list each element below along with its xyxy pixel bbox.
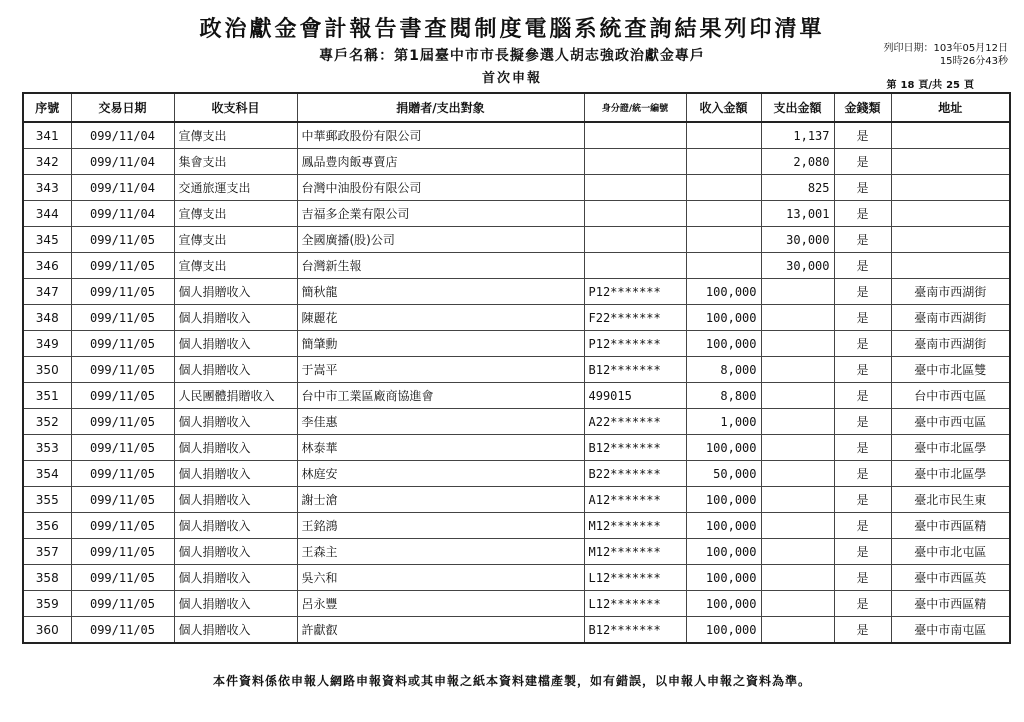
cell-category: 宣傳支出 [174,253,297,279]
cell-address: 台中市西屯區 [891,383,1010,409]
cell-category: 個人捐贈收入 [174,409,297,435]
print-date-label: 列印日期： [883,43,934,54]
cell-party: 林泰華 [297,435,584,461]
cell-category: 人民團體捐贈收入 [174,383,297,409]
cell-address: 臺中市北屯區 [891,539,1010,565]
cell-category: 個人捐贈收入 [174,487,297,513]
cell-expense: 30,000 [761,227,834,253]
col-header-category: 收支科目 [174,93,297,122]
cell-party: 王銘鴻 [297,513,584,539]
cell-address: 臺中市西區精 [891,591,1010,617]
page-current: 18 [900,80,915,91]
table-row [23,253,1010,279]
cell-party: 台中市工業區廠商協進會 [297,383,584,409]
cell-date: 099/11/05 [71,565,174,591]
cell-money: 是 [834,201,891,227]
cell-id [584,201,686,227]
col-header-income: 收入金額 [686,93,761,122]
cell-party: 林庭安 [297,461,584,487]
cell-id: A12******* [584,487,686,513]
cell-address: 臺中市西區英 [891,565,1010,591]
cell-no: 351 [23,383,71,409]
cell-date: 099/11/05 [71,331,174,357]
cell-no: 344 [23,201,71,227]
transactions-table [22,92,1011,644]
cell-no: 353 [23,435,71,461]
col-header-address: 地址 [891,93,1010,122]
cell-income: 100,000 [686,565,761,591]
cell-id: P12******* [584,331,686,357]
cell-address: 臺中市北區學 [891,435,1010,461]
cell-expense [761,565,834,591]
table-row [23,435,1010,461]
cell-category: 個人捐贈收入 [174,513,297,539]
cell-expense: 825 [761,175,834,201]
cell-category: 個人捐贈收入 [174,435,297,461]
cell-no: 360 [23,617,71,644]
cell-party: 中華郵政股份有限公司 [297,122,584,149]
table-row [23,305,1010,331]
cell-id: M12******* [584,513,686,539]
cell-expense [761,539,834,565]
cell-money: 是 [834,122,891,149]
cell-party: 鳳品豊肉飯專賣店 [297,149,584,175]
cell-no: 358 [23,565,71,591]
cell-address [891,175,1010,201]
cell-address [891,122,1010,149]
cell-address [891,149,1010,175]
table-row [23,461,1010,487]
col-header-money: 金錢類 [834,93,891,122]
cell-expense [761,591,834,617]
cell-expense [761,279,834,305]
cell-no: 350 [23,357,71,383]
cell-id: B12******* [584,617,686,644]
cell-date: 099/11/05 [71,227,174,253]
table-row [23,201,1010,227]
cell-id [584,227,686,253]
cell-category: 宣傳支出 [174,227,297,253]
cell-no: 343 [23,175,71,201]
cell-date: 099/11/04 [71,122,174,149]
cell-expense [761,357,834,383]
cell-expense [761,409,834,435]
cell-income: 100,000 [686,617,761,644]
table-row [23,617,1010,644]
cell-expense [761,461,834,487]
cell-id: P12******* [584,279,686,305]
cell-expense [761,305,834,331]
cell-id [584,149,686,175]
print-time: 15時26分43秒 [939,56,1008,67]
cell-date: 099/11/05 [71,591,174,617]
cell-no: 354 [23,461,71,487]
cell-income: 100,000 [686,591,761,617]
cell-address: 臺中市北區學 [891,461,1010,487]
cell-income: 100,000 [686,539,761,565]
cell-no: 355 [23,487,71,513]
cell-party: 陳麗花 [297,305,584,331]
cell-income: 8,000 [686,357,761,383]
cell-income: 100,000 [686,331,761,357]
cell-address: 臺中市南屯區 [891,617,1010,644]
report-title: 政治獻金會計報告書查閱制度電腦系統查詢結果列印清單 [199,17,825,42]
cell-date: 099/11/05 [71,279,174,305]
cell-money: 是 [834,487,891,513]
cell-category: 宣傳支出 [174,122,297,149]
table-row [23,383,1010,409]
cell-address: 臺中市西區精 [891,513,1010,539]
cell-no: 348 [23,305,71,331]
cell-address [891,227,1010,253]
cell-income: 8,800 [686,383,761,409]
cell-category: 集會支出 [174,149,297,175]
cell-party: 台灣中油股份有限公司 [297,175,584,201]
cell-id: B22******* [584,461,686,487]
cell-date: 099/11/05 [71,357,174,383]
cell-date: 099/11/05 [71,487,174,513]
cell-income: 100,000 [686,513,761,539]
col-header-party: 捐贈者/支出對象 [297,93,584,122]
cell-money: 是 [834,149,891,175]
cell-income [686,201,761,227]
page-prefix: 第 [886,80,897,91]
cell-expense: 30,000 [761,253,834,279]
cell-expense [761,513,834,539]
cell-party: 謝士滄 [297,487,584,513]
cell-address [891,201,1010,227]
table-row [23,539,1010,565]
cell-address: 臺南市西湖街 [891,305,1010,331]
cell-id: 499015 [584,383,686,409]
cell-money: 是 [834,383,891,409]
table-body [23,122,1010,643]
cell-money: 是 [834,409,891,435]
page-total: 25 [946,80,960,91]
cell-address [891,253,1010,279]
cell-money: 是 [834,357,891,383]
table-row [23,357,1010,383]
cell-category: 個人捐贈收入 [174,305,297,331]
table-row [23,409,1010,435]
cell-category: 個人捐贈收入 [174,591,297,617]
cell-id: B12******* [584,357,686,383]
cell-expense: 1,137 [761,122,834,149]
cell-category: 個人捐贈收入 [174,565,297,591]
cell-category: 個人捐贈收入 [174,617,297,644]
cell-category: 個人捐贈收入 [174,331,297,357]
cell-date: 099/11/05 [71,409,174,435]
cell-party: 簡秋龍 [297,279,584,305]
report-type: 首次申報 [481,71,542,86]
cell-id: A22******* [584,409,686,435]
page-mid: 頁/共 [918,80,943,91]
cell-expense [761,617,834,644]
table-row [23,175,1010,201]
cell-address: 臺南市西湖街 [891,331,1010,357]
cell-income [686,227,761,253]
cell-date: 099/11/04 [71,149,174,175]
cell-date: 099/11/05 [71,617,174,644]
cell-id: M12******* [584,539,686,565]
cell-no: 356 [23,513,71,539]
cell-income [686,122,761,149]
cell-income [686,253,761,279]
table-row [23,513,1010,539]
cell-category: 交通旅運支出 [174,175,297,201]
cell-date: 099/11/05 [71,305,174,331]
account-name: 專戶名稱：第1屆臺中市市長擬參選人胡志強政治獻金專戶 [319,48,705,64]
cell-expense [761,435,834,461]
cell-money: 是 [834,617,891,644]
cell-date: 099/11/05 [71,539,174,565]
print-date: 103年05月12日 [933,43,1008,54]
cell-no: 359 [23,591,71,617]
cell-expense [761,383,834,409]
table-row [23,279,1010,305]
print-date-block [883,42,1008,68]
footer-note: 本件資料係依申報人網路申報資料或其申報之紙本資料建檔產製，如有錯誤，以申報人申報之資料為準。 [212,674,811,688]
cell-money: 是 [834,279,891,305]
cell-id [584,253,686,279]
cell-no: 352 [23,409,71,435]
cell-no: 346 [23,253,71,279]
cell-money: 是 [834,513,891,539]
cell-party: 于嵩平 [297,357,584,383]
cell-expense: 13,001 [761,201,834,227]
cell-date: 099/11/04 [71,201,174,227]
cell-id: L12******* [584,565,686,591]
cell-income: 100,000 [686,305,761,331]
cell-party: 台灣新生報 [297,253,584,279]
cell-date: 099/11/05 [71,253,174,279]
cell-party: 王森主 [297,539,584,565]
cell-no: 347 [23,279,71,305]
cell-money: 是 [834,175,891,201]
cell-money: 是 [834,435,891,461]
cell-no: 342 [23,149,71,175]
col-header-no: 序號 [23,93,71,122]
cell-address: 臺北市民生東 [891,487,1010,513]
table-row [23,149,1010,175]
cell-party: 呂永豐 [297,591,584,617]
cell-expense: 2,080 [761,149,834,175]
table-row [23,487,1010,513]
cell-date: 099/11/05 [71,435,174,461]
cell-category: 個人捐贈收入 [174,279,297,305]
cell-income: 100,000 [686,279,761,305]
cell-category: 個人捐贈收入 [174,539,297,565]
cell-no: 349 [23,331,71,357]
cell-address: 臺南市西湖街 [891,279,1010,305]
cell-income [686,175,761,201]
cell-party: 吳六和 [297,565,584,591]
cell-expense [761,487,834,513]
col-header-id: 身分證/統一編號 [584,93,686,122]
cell-money: 是 [834,305,891,331]
cell-date: 099/11/05 [71,383,174,409]
cell-id: B12******* [584,435,686,461]
cell-income [686,149,761,175]
page-suffix: 頁 [964,80,974,91]
cell-category: 個人捐贈收入 [174,357,297,383]
cell-date: 099/11/04 [71,175,174,201]
cell-money: 是 [834,253,891,279]
cell-expense [761,331,834,357]
col-header-expense: 支出金額 [761,93,834,122]
cell-category: 個人捐贈收入 [174,461,297,487]
cell-party: 李佳惠 [297,409,584,435]
cell-id [584,122,686,149]
cell-address: 臺中市北區雙 [891,357,1010,383]
cell-money: 是 [834,565,891,591]
cell-party: 許獻叡 [297,617,584,644]
cell-money: 是 [834,591,891,617]
cell-date: 099/11/05 [71,461,174,487]
cell-no: 345 [23,227,71,253]
cell-party: 簡肇勳 [297,331,584,357]
cell-money: 是 [834,227,891,253]
cell-category: 宣傳支出 [174,201,297,227]
cell-money: 是 [834,461,891,487]
table-row [23,122,1010,149]
cell-money: 是 [834,331,891,357]
cell-income: 1,000 [686,409,761,435]
table-header-row [23,93,1010,122]
cell-id: F22******* [584,305,686,331]
table-row [23,227,1010,253]
cell-id: L12******* [584,591,686,617]
table-row [23,565,1010,591]
cell-party: 吉福多企業有限公司 [297,201,584,227]
cell-income: 100,000 [686,487,761,513]
cell-no: 357 [23,539,71,565]
table-row [23,331,1010,357]
cell-no: 341 [23,122,71,149]
cell-party: 全國廣播(股)公司 [297,227,584,253]
cell-address: 臺中市西屯區 [891,409,1010,435]
table-row [23,591,1010,617]
cell-date: 099/11/05 [71,513,174,539]
cell-income: 100,000 [686,435,761,461]
cell-id [584,175,686,201]
cell-money: 是 [834,539,891,565]
cell-income: 50,000 [686,461,761,487]
col-header-date: 交易日期 [71,93,174,122]
page-indicator [885,76,977,91]
